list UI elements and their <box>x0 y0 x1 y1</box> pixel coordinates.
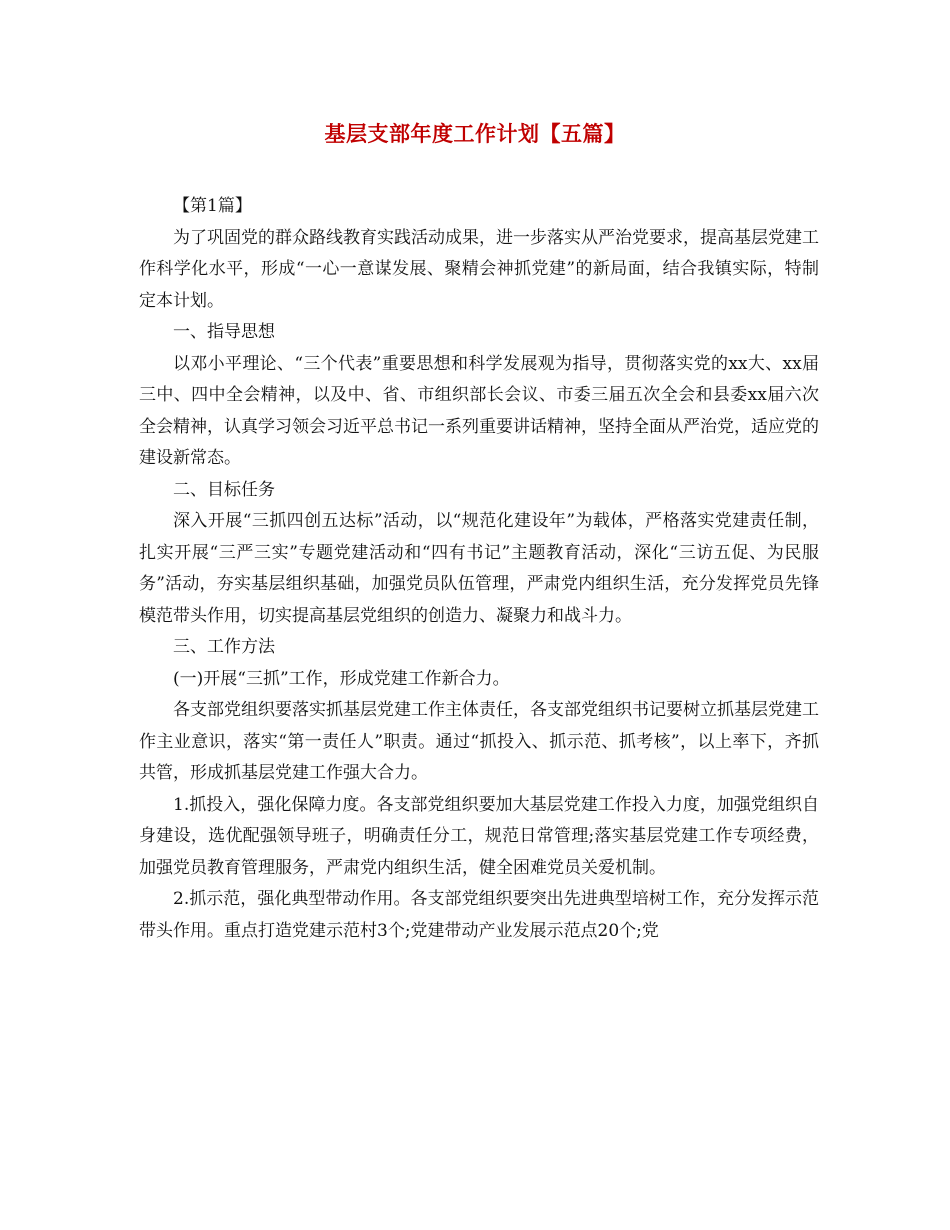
paragraph: 各支部党组织要落实抓基层党建工作主体责任，各支部党组织书记要树立抓基层党建工作主业意识，落实“第一责任人”职责。通过“抓投入、抓示范、抓考核”，以上率下，齐抓共管，形成抓基层党建工作强大合力。 <box>139 700 819 783</box>
section-heading: 【第1篇】 <box>173 196 252 216</box>
section-heading: 一、指导思想 <box>173 322 275 342</box>
paragraph: 1.抓投入，强化保障力度。各支部党组织要加大基层党建工作投入力度，加强党组织自身建设，选优配强领导班子，明确责任分工，规范日常管理;落实基层党建工作专项经费，加强党员教育管理服务，严肃党内组织生活，健全困难党员关爱机制。 <box>139 794 819 878</box>
paragraph: 2.抓示范，强化典型带动作用。各支部党组织要突出先进典型培树工作，充分发挥示范带头作用。重点打造党建示范村3个;党建带动产业发展示范点20个;党 <box>139 889 819 941</box>
paragraph: 为了巩固党的群众路线教育实践活动成果，进一步落实从严治党要求，提高基层党建工作科学化水平，形成“一心一意谋发展、聚精会神抓党建”的新局面，结合我镇实际，特制定本计划。 <box>139 227 819 311</box>
paragraph: 以邓小平理论、“三个代表”重要思想和科学发展观为指导，贯彻落实党的xx大、xx届三中、四中全会精神，以及中、省、市组织部长会议、市委三届五次全会和县委xx届六次全会精神，认真学习领会习近平总书记一系列重要讲话精神，坚持全面从严治党，适应党的建设新常态。 <box>139 353 819 468</box>
document-title: 基层支部年度工作计划【五篇】 <box>324 121 626 146</box>
document-body <box>139 191 819 947</box>
section-heading: 二、目标任务 <box>173 479 275 500</box>
section-heading: 三、工作方法 <box>173 637 275 657</box>
subsection-heading: (一)开展“三抓”工作，形成党建工作新合力。 <box>173 668 510 689</box>
paragraph: 深入开展“三抓四创五达标”活动，以“规范化建设年”为载体，严格落实党建责任制，扎实开展“三严三实”专题党建活动和“四有书记”主题教育活动，深化“三访五促、为民服务”活动，夯实基层组织基础，加强党员队伍管理，严肃党内组织生活，充分发挥党员先锋模范带头作用，切实提高基层党组织的创造力、凝聚力和战斗力。 <box>139 511 819 626</box>
